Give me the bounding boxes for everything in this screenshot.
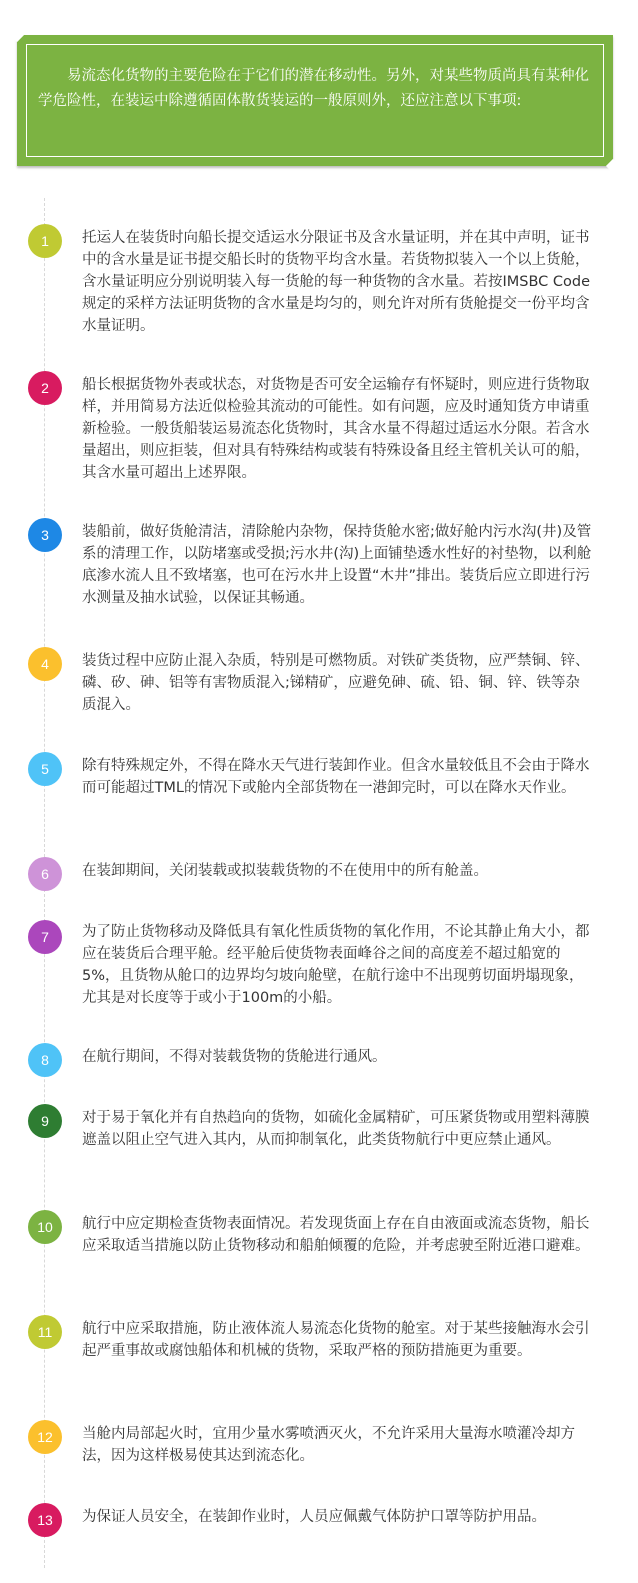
item-text: 装船前，做好货舱清洁，清除舱内杂物，保持货舱水密;做好舱内污水沟(井)及管系的清理工作，以防堵塞或受损;污水井(沟)上面铺垫透水性好的衬垫物，以利舱底渗水流人且不致堵塞，也可在污水井上设置“木井”排出。装货后应立即进行污水测量及抽水试验，以保证其畅通。 [82,524,592,606]
item-text: 在航行期间，不得对装载货物的货舱进行通风。 [82,1049,387,1065]
item-number-badge: 5 [28,752,62,786]
item-number-badge: 4 [28,647,62,681]
item-number-badge: 6 [28,857,62,891]
item-number-badge: 3 [28,518,62,552]
item-text: 托运人在装货时向船长提交适运水分限证书及含水量证明，并在其中声明，证书中的含水量是证书提交船长时的货物平均含水量。若货物拟装入一个以上货舱，含水量证明应分别说明装入每一货舱的每一种货物的含水量。若按IMSBC Code规定的采样方法证明货物的含水量是均匀的，则允许对所有货舱提交一份平均含水量证明。 [82,230,591,334]
intro-frame [26,44,604,157]
item-text: 为保证人员安全，在装卸作业时，人员应佩戴气体防护口罩等防护用品。 [82,1509,546,1525]
item-text: 船长根据货物外表或状态，对货物是否可安全运输存有怀疑时，则应进行货物取样，并用简易方法近似检验其流动的可能性。如有问题，应及时通知货方申请重新检验。一般货船装运易流态化货物时，其含水量不得超过适运水分限。若含水量超出，则应拒装，但对具有特殊结构或装有特殊设备且经主管机关认可的船，其含水量可超出上述界限。 [82,377,590,481]
item-number-badge: 13 [28,1503,62,1537]
item-number-badge: 9 [28,1104,62,1138]
item-text: 当舱内局部起火时，宜用少量水雾喷洒灭火，不允许采用大量海水喷灌冷却方法，因为这样极易使其达到流态化。 [82,1426,575,1464]
item-number-badge: 7 [28,920,62,954]
item-text: 航行中应定期检查货物表面情况。若发现货面上存在自由液面或流态货物，船长应采取适当措施以防止货物移动和船舶倾覆的危险，并考虑驶至附近港口避难。 [82,1216,590,1254]
item-text: 装货过程中应防止混入杂质，特别是可燃物质。对铁矿类货物，应严禁铜、锌、磷、矽、砷、铝等有害物质混入;锑精矿，应避免砷、硫、铅、铜、锌、铁等杂质混入。 [82,653,590,713]
item-text: 对于易于氧化并有自热趋向的货物，如硫化金属精矿，可压紧货物或用塑料薄膜遮盖以阻止空气进入其内，从而抑制氧化，此类货物航行中更应禁止通风。 [82,1110,590,1148]
item-number-badge: 10 [28,1210,62,1244]
item-number-badge: 1 [28,224,62,258]
item-number-badge: 8 [28,1043,62,1077]
item-number-badge: 12 [28,1420,62,1454]
item-text: 除有特殊规定外，不得在降水天气进行装卸作业。但含水量较低且不会由于降水而可能超过TML的情况下或舱内全部货物在一港卸完时，可以在降水天作业。 [82,758,590,796]
intro-text: 易流态化货物的主要危险在于它们的潜在移动性。另外，对某些物质尚具有某种化学危险性，在装运中除遵循固体散货装运的一般原则外，还应注意以下事项: [38,68,589,109]
item-text: 为了防止货物移动及降低具有氧化性质货物的氧化作用，不论其静止角大小，都应在装货后合理平舱。经平舱后使货物表面峰谷之间的高度差不超过船宽的5%，且货物从舱口的边界均匀坡向舱壁，在航行途中不出现剪切面坍塌现象，尤其是对长度等于或小于100m的小船。 [82,924,590,1006]
item-number-badge: 2 [28,371,62,405]
item-number-badge: 11 [28,1315,62,1349]
item-text: 在装卸期间，关闭装载或拟装载货物的不在使用中的所有舱盖。 [82,863,488,879]
item-text: 航行中应采取措施，防止液体流人易流态化货物的舱室。对于某些接触海水会引起严重事故或腐蚀船体和机械的货物，采取严格的预防措施更为重要。 [82,1321,590,1359]
intro-box [17,35,613,166]
